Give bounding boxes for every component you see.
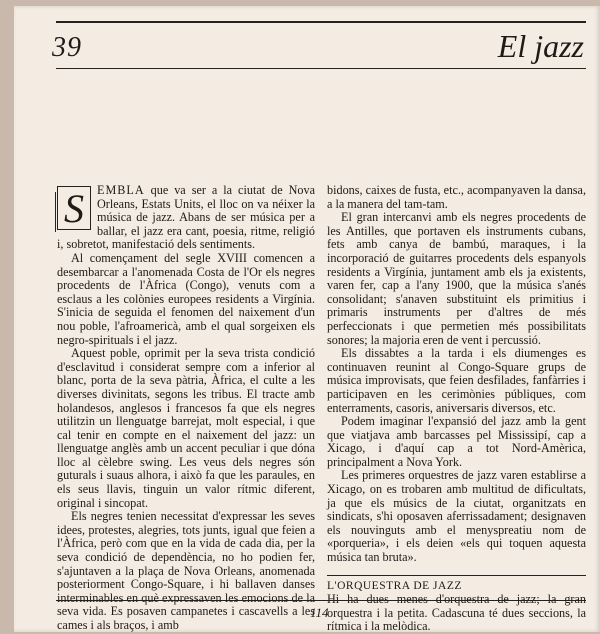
paragraph: Els dissabtes a la tarda i els diumenges es continuaven reunint al Congo-Square grups de música improvisats, que feien desfilades, fanfàrries i participaven en les cerimònies públiques, com enterraments, casoris, aniversaris diversos, etc. bbox=[327, 346, 586, 415]
footer-rule bbox=[56, 600, 586, 601]
paragraph: Les primeres orquestres de jazz varen establirse a Xicago, on es trobaren amb multitud de dificultats, ja que els músics de la ciutat, organitzats en sindicats, s'hi oposaven aferrissadament; designaven els nouvinguts amb el menyspreatiu nom de «porqueria», i els deien «els qui toquen aquesta música tan bruta». bbox=[327, 468, 586, 565]
paragraph: Hi ha dues menes d'orquestra de jazz; la gran orquestra i la petita. Cadascuna té dues seccions, la rítmica i la melòdica. bbox=[327, 592, 586, 634]
paragraph: Els negres tenien necessitat d'expressar les seves idees, protestes, alegries, tots junts, igual que feien a l'Àfrica, però com que en la vida de cada dia, per la seva condició de dependència, no ho podien fer, s'ajuntaven a la plaça de Nova Orleans, anomenada posteriorment Congo-Square, i hi ballaven danses interminables en què expressaven les emocions de la seva vida. Es posaven campanetes i cascavells a les cames i als braços, i amb bbox=[57, 509, 315, 632]
page-number: 114 bbox=[310, 605, 329, 620]
section-heading: L'ORQUESTRA DE JAZZ bbox=[327, 579, 462, 592]
paragraph: Aquest poble, oprimit per la seva trista condició d'esclavitud i considerat sempre com a inferior al blanc, porta de la seva pàtria, Àfrica, el culte a les diverses divinitats, segons les tribus. El tracte amb holandesos, anglesos i francesos fa que els negres utilitzin un llenguatge barrejat, molt especial, i que cal tenir en compte en el naixement del jazz: un llenguatge anglès amb un accent peculiar i que dóna lloc al cèlebre swing. Les veus dels negres són guturals i suaus alhora, i això fa que les paraules, en els seus llavis, tinguin un valor rítmic diferent, original i sincopat. bbox=[57, 346, 315, 510]
chapter-title: El jazz bbox=[497, 28, 584, 64]
left-column bbox=[57, 184, 315, 633]
header-rule bbox=[56, 68, 586, 69]
chapter-number: 39 bbox=[52, 32, 82, 63]
right-column bbox=[327, 184, 586, 634]
intro-paragraph: S EMBLA que va ser a la ciutat de Nova Orleans, Estats Units, el lloc on va néixer la música de jazz. Abans de ser música per a ballar, el jazz era cant, poesia, ritme, religió i, sobretot, manifestació dels sentiments. bbox=[57, 183, 315, 252]
section-rule bbox=[327, 575, 586, 576]
paragraph: Al començament del segle XVIII comencen a desembarcar a l'anomenada Costa de l'Or els negres procedents de l'Àfrica (Congo), venuts com a esclaus a les colònies europees residents a Virgínia. S'inicia de seguida el fenomen del naixement d'un nou poble, l'afroamericà, amb el qual sorgeixen els negro-spirituals i el jazz. bbox=[57, 250, 315, 347]
top-rule bbox=[56, 21, 586, 23]
paragraph: El gran intercanvi amb els negres procedents de les Antilles, que portaven els instruments cubans, fets amb canya de bambú, maraques, i la incorporació de guitarres procedents dels espanyols residents a Virgínia, juntament amb els ja existents, varen fer, cap a l'any 1900, que la música s'anés consolidant; s'anaven substituint els primitius i primaris instruments per d'altres de més perfeccionats i que permetien més possibilitats sonores; la majoria eren de vent i percussió. bbox=[327, 210, 586, 347]
drop-cap: S bbox=[57, 186, 91, 230]
book-page bbox=[14, 6, 600, 632]
paragraph: bidons, caixes de fusta, etc., acompanyaven la dansa, a la manera del tam-tam. bbox=[327, 183, 586, 211]
lead-word: EMBLA bbox=[97, 183, 145, 197]
paragraph: Podem imaginar l'expansió del jazz amb la gent que viatjava amb barcasses pel Mississipí, cap a Xicago, i d'aquí cap a tot Nord-Amèrica, principalment a Nova York. bbox=[327, 414, 586, 469]
